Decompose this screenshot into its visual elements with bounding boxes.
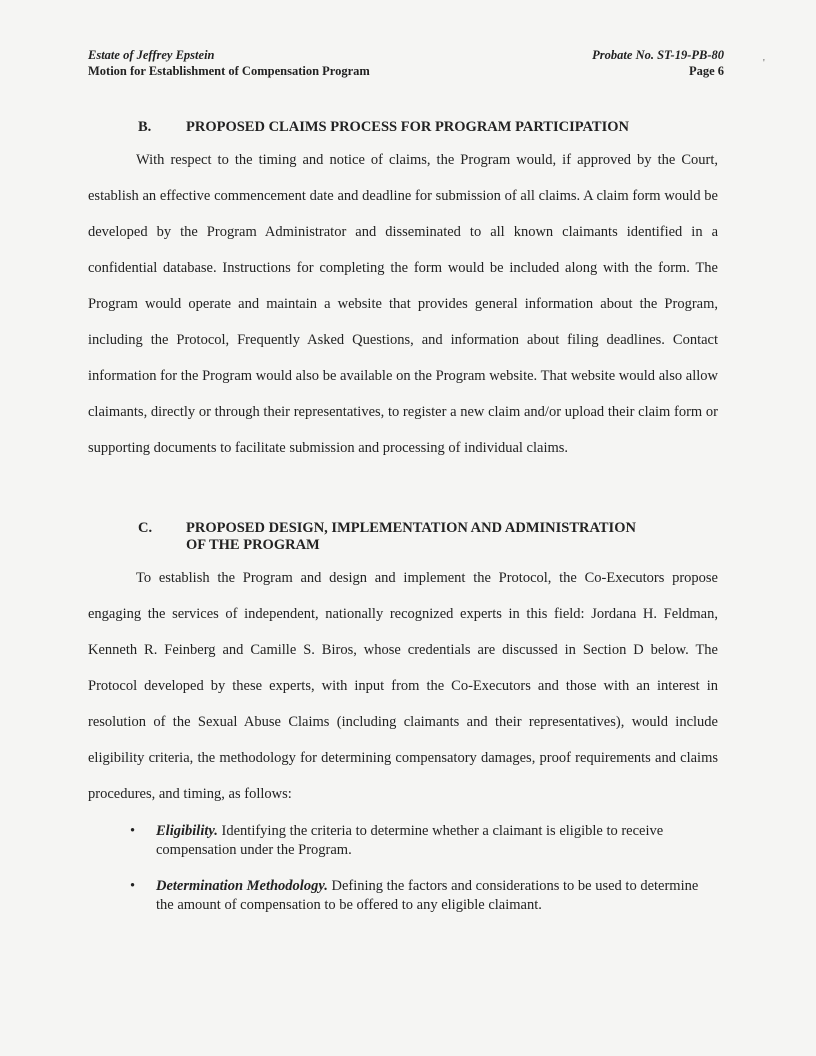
- section-b-letter: B.: [138, 119, 152, 135]
- bullet-term: Eligibility.: [156, 823, 218, 839]
- probate-number: Probate No. ST-19-PB-80: [592, 48, 724, 62]
- header-left: [88, 47, 370, 79]
- bullet-text: Defining the factors and considerations to be used to determine the amount of compensation to be offered to any eligible claimant.: [156, 878, 699, 913]
- bullet-item-eligibility: [130, 822, 710, 860]
- bullet-item-determination-methodology: [130, 877, 710, 915]
- header-right: [592, 47, 724, 79]
- bullet-term: Determination Methodology.: [156, 878, 328, 894]
- section-c-letter: C.: [138, 520, 153, 536]
- section-c-title-line1: PROPOSED DESIGN, IMPLEMENTATION AND ADMINISTRATION: [186, 520, 636, 536]
- section-c-title-line2: OF THE PROGRAM: [186, 537, 320, 553]
- bullet-text: Identifying the criteria to determine whether a claimant is eligible to receive compensation under the Program.: [156, 823, 664, 858]
- case-name: Estate of Jeffrey Epstein: [88, 48, 215, 62]
- bullet-list: [130, 822, 710, 932]
- document-title: Motion for Establishment of Compensation Program: [88, 64, 370, 78]
- section-c-paragraph: To establish the Program and design and implement the Protocol, the Co-Executors propose engaging the services of independent, nationally recognized experts in this field: Jordana H. Feldman, Kenneth R. Feinberg and Camille S. Biros, whose credentials are discussed in Section D below. The Protocol developed by these experts, with input from the Co-Executors and those with an interest in resolution of the Sexual Abuse Claims (including claimants and their representatives), would include eligibility criteria, the methodology for determining compensatory damages, proof requirements and claims procedures, and timing, as follows:: [88, 570, 718, 802]
- section-b-title: PROPOSED CLAIMS PROCESS FOR PROGRAM PARTICIPATION: [186, 119, 629, 135]
- page-number: Page 6: [688, 64, 724, 78]
- section-b-paragraph: With respect to the timing and notice of claims, the Program would, if approved by the Court, establish an effective commencement date and deadline for submission of all claims. A claim form would be developed by the Program Administrator and disseminated to all known claimants identified in a confidential database. Instructions for completing the form would be included along with the form. The Program would operate and maintain a website that provides general information about the Program, including the Protocol, Frequently Asked Questions, and information about filing deadlines. Contact information for the Program would also be available on the Program website. That website would also allow claimants, directly or through their representatives, to register a new claim and/or upload their claim form or supporting documents to facilitate submission and processing of individual claims.: [88, 152, 718, 456]
- margin-mark: ': [763, 58, 765, 69]
- bullet-dot: •: [130, 878, 136, 894]
- bullet-dot: •: [130, 823, 136, 839]
